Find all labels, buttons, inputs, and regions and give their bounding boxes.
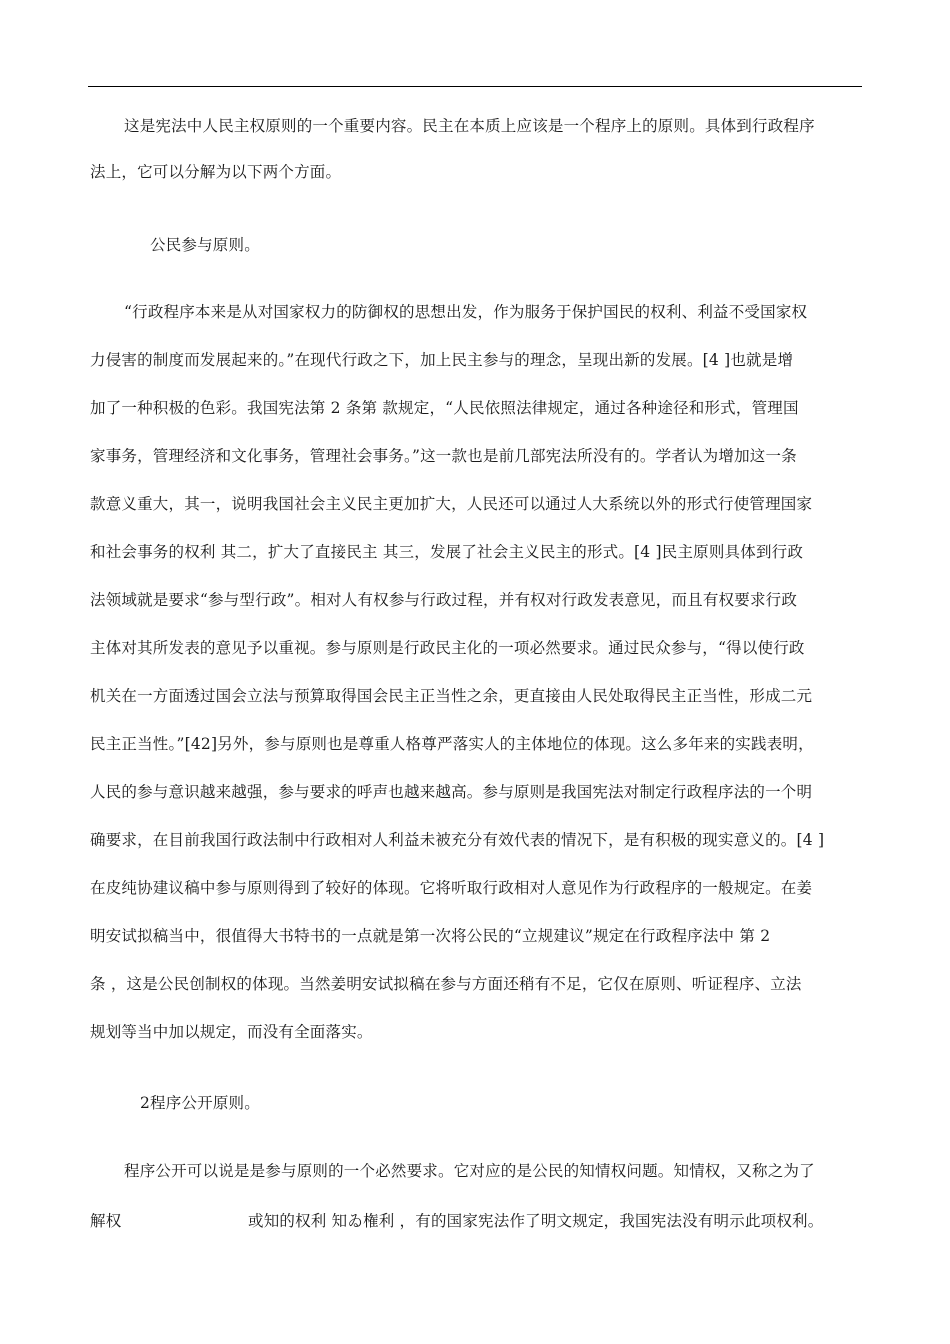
paragraph-line: 规划等当中加以规定，而没有全面落实。: [90, 1023, 373, 1041]
paragraph-line: 法上，它可以分解为以下两个方面。: [90, 163, 342, 181]
paragraph-line: 民主正当性。”[42]另外，参与原则也是尊重人格尊严落实人的主体地位的体现。这么多年来的实践表明，: [90, 735, 814, 753]
paragraph-line: 主体对其所发表的意见予以重视。参与原则是行政民主化的一项必然要求。通过民众参与，“得以使行政: [90, 639, 805, 657]
paragraph-line: 力侵害的制度而发展起来的。”在现代行政之下，加上民主参与的理念，呈现出新的发展。[4 ]也就是增: [90, 351, 794, 369]
paragraph-line: “行政程序本来是从对国家权力的防御权的思想出发，作为服务于保护国民的权利、利益不受国家权: [124, 303, 808, 321]
paragraph-line: 和社会事务的权利 其二，扩大了直接民主 其三，发展了社会主义民主的形式。[4 ]民主原则具体到行政: [90, 543, 804, 561]
paragraph-line: 人民的参与意识越来越强，参与要求的呼声也越来越高。参与原则是我国宪法对制定行政程序法的一个明: [90, 783, 813, 801]
section-heading: 2程序公开原则。: [140, 1094, 260, 1112]
header-rule: [88, 86, 862, 87]
paragraph-line: 法领域就是要求“参与型行政”。相对人有权参与行政过程，并有权对行政发表意见，而且有权要求行政: [90, 591, 798, 609]
paragraph-line: 程序公开可以说是是参与原则的一个必然要求。它对应的是公民的知情权问题。知情权，又称之为了: [124, 1162, 815, 1180]
paragraph-line: 解权: [90, 1212, 122, 1230]
paragraph-line: 款意义重大，其一，说明我国社会主义民主更加扩大，人民还可以通过人大系统以外的形式行使管理国家: [90, 495, 813, 513]
paragraph-line: 加了一种积极的色彩。我国宪法第 2 条第 款规定，“人民依照法律规定，通过各种途径和形式，管理国: [90, 399, 799, 417]
paragraph-line: 家事务，管理经济和文化事务，管理社会事务。”这一款也是前几部宪法所没有的。学者认为增加这一条: [90, 447, 797, 465]
paragraph-line: 这是宪法中人民主权原则的一个重要内容。民主在本质上应该是一个程序上的原则。具体到行政程序: [124, 117, 815, 135]
paragraph-line: 明安试拟稿当中，很值得大书特书的一点就是第一次将公民的“立规建议”规定在行政程序法中 第 2: [90, 927, 771, 945]
paragraph-line: 确要求，在目前我国行政法制中行政相对人利益未被充分有效代表的情况下，是有积极的现实意义的。[4 ]: [90, 831, 825, 849]
paragraph-line: 在皮纯协建议稿中参与原则得到了较好的体现。它将听取行政相对人意见作为行政程序的一般规定。在姜: [90, 879, 813, 897]
section-heading: 公民参与原则。: [150, 236, 260, 254]
paragraph-line: 或知的权利 知ゐ権利 ，有的国家宪法作了明文规定，我国宪法没有明示此项权利。: [248, 1212, 824, 1230]
paragraph-line: 条 ，这是公民创制权的体现。当然姜明安试拟稿在参与方面还稍有不足，它仅在原则、听证程序、立法: [90, 975, 802, 993]
paragraph-line: 机关在一方面透过国会立法与预算取得国会民主正当性之余，更直接由人民处取得民主正当性，形成二元: [90, 687, 813, 705]
